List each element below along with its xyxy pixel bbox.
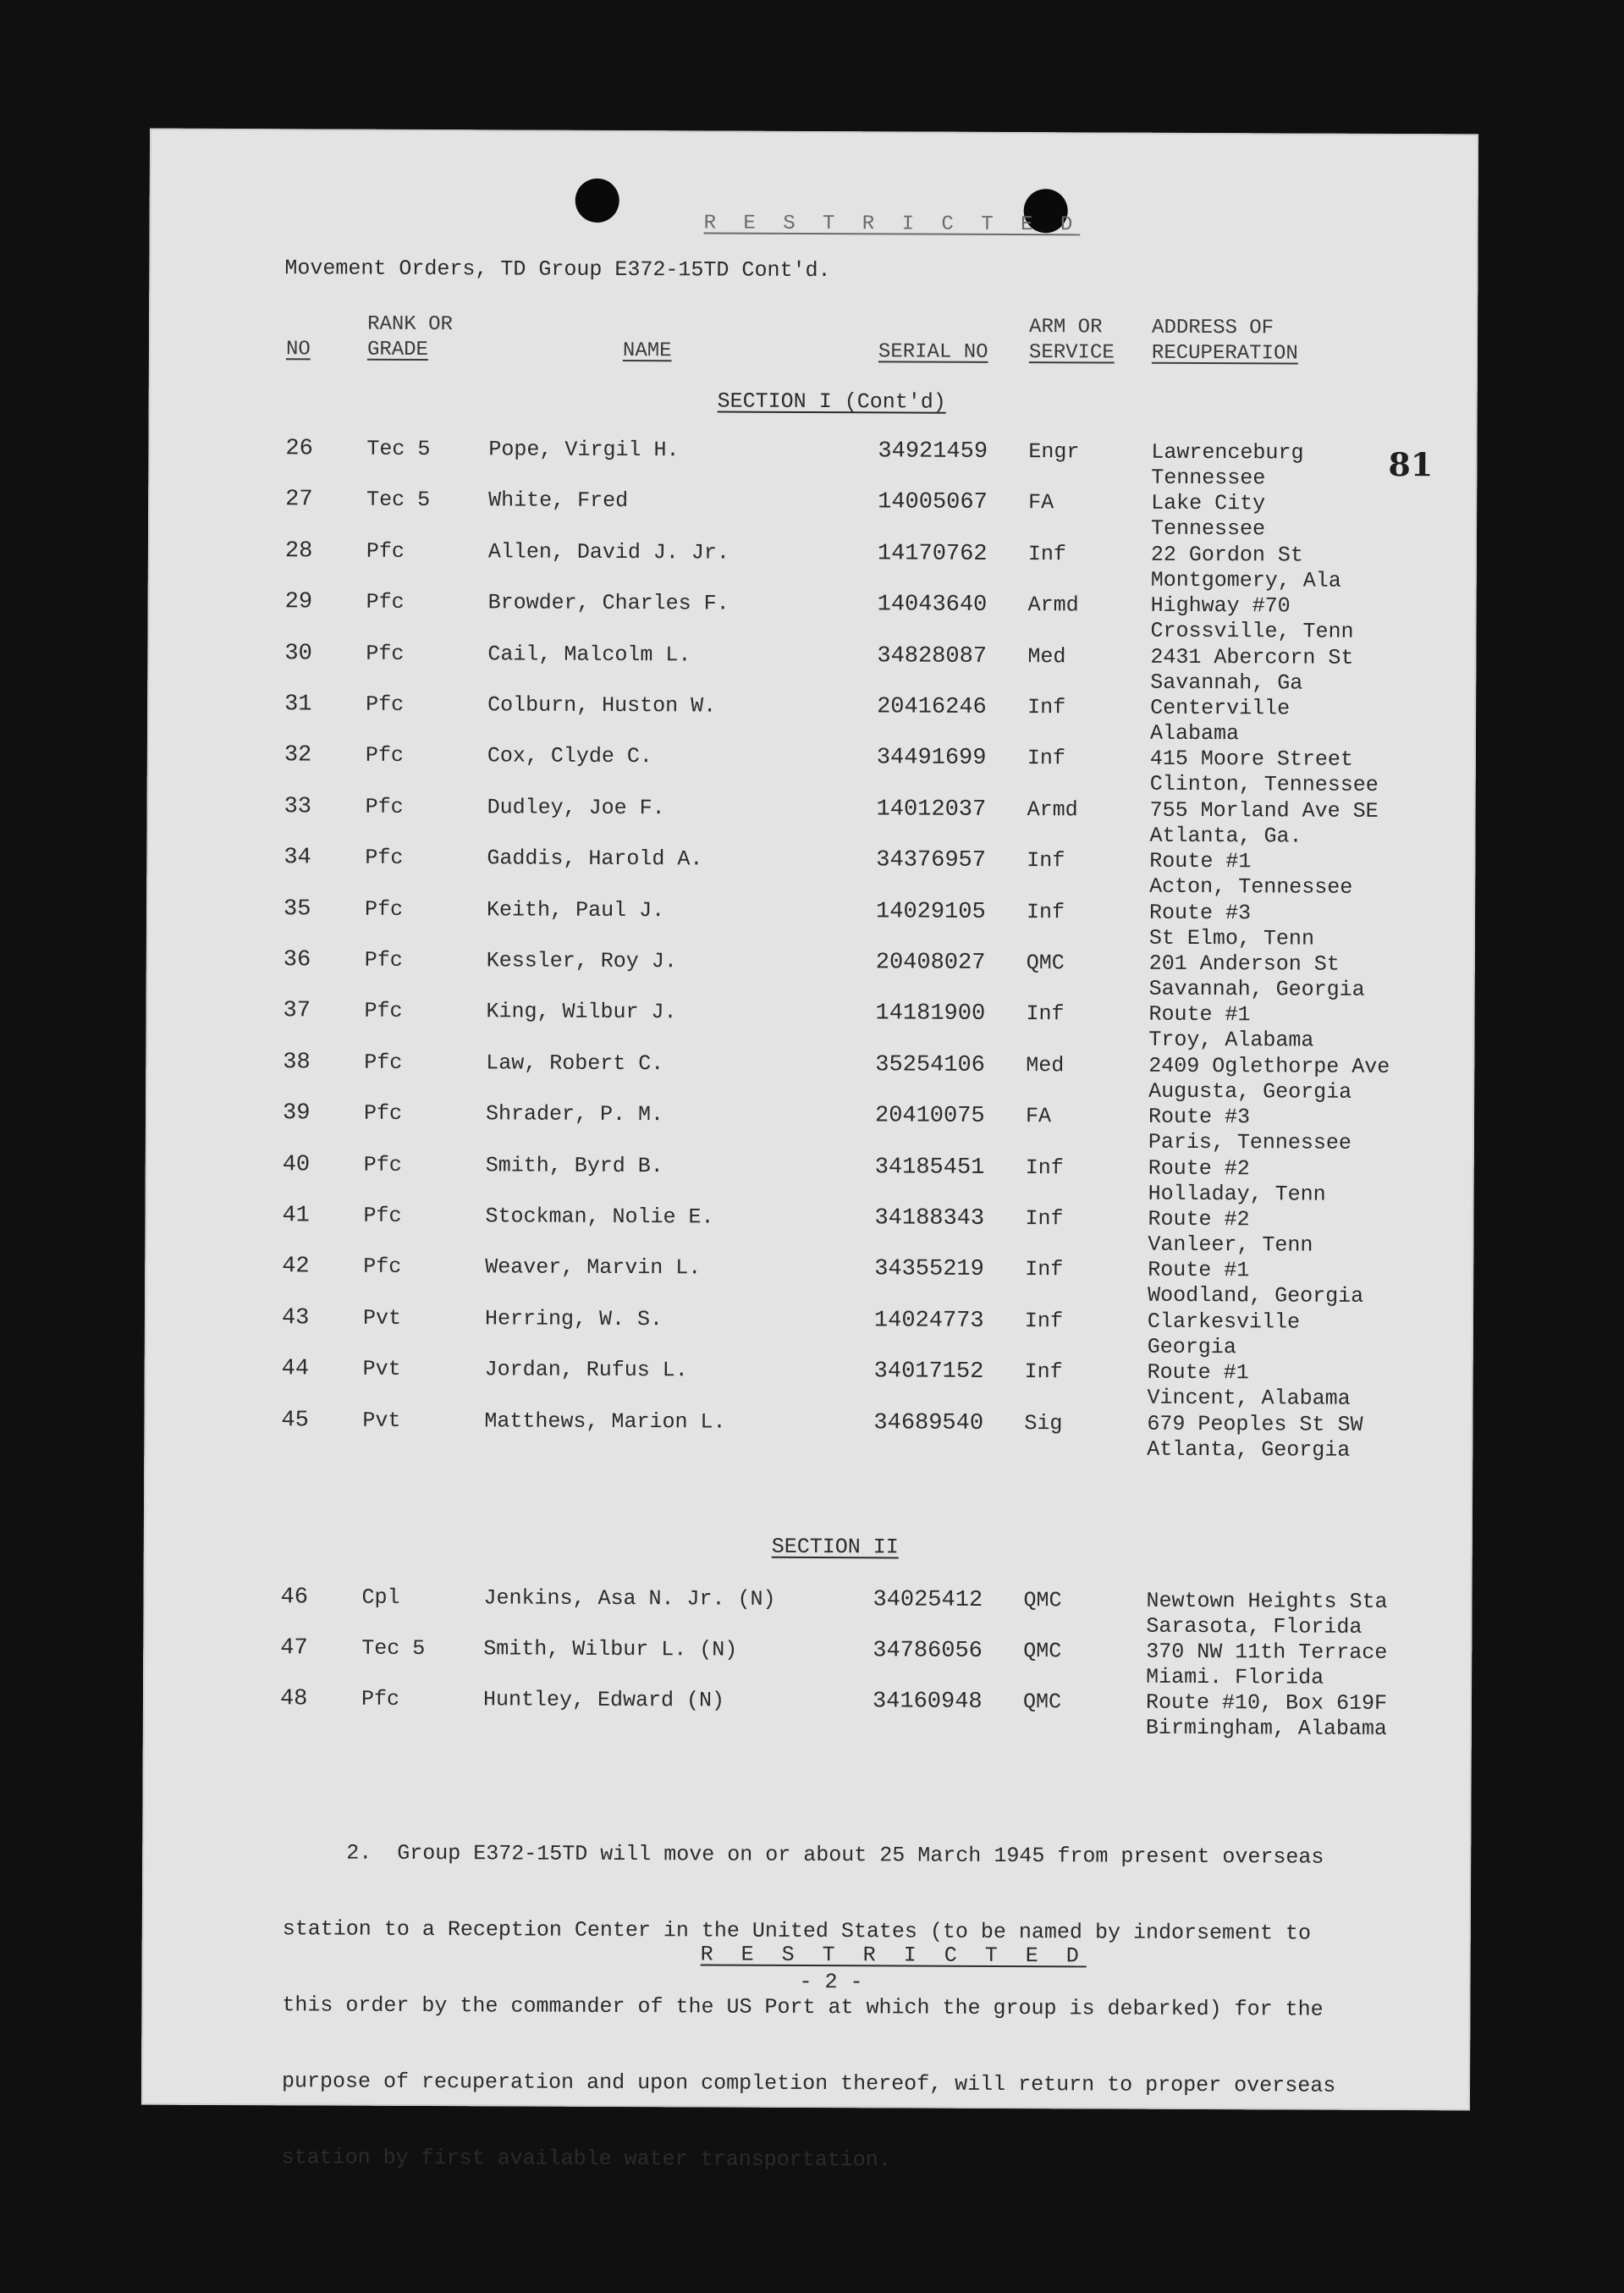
name-cell: Matthews, Marion L. (484, 1408, 726, 1435)
serial-number-cell: 34689540 (873, 1409, 984, 1436)
serial-number-cell: 34025412 (873, 1587, 983, 1613)
address-line: Tennessee (1151, 465, 1266, 491)
rank-cell: Pfc (363, 1100, 403, 1127)
page-stamp-number: 81 (1388, 444, 1434, 484)
row-number: 37 (283, 998, 311, 1024)
serial-number-cell: 34017152 (873, 1359, 984, 1386)
address-line: Clarkesville (1147, 1309, 1301, 1335)
address-line: Savannah, Ga (1150, 670, 1303, 696)
address-line: 679 Peoples St SW (1147, 1411, 1363, 1437)
row-number: 46 (280, 1585, 309, 1611)
name-cell: Jordan, Rufus L. (484, 1357, 688, 1383)
col-header-address-line2: RECUPERATION (1151, 341, 1298, 366)
name-cell: Dudley, Joe F. (487, 795, 665, 821)
table-row (146, 793, 1475, 852)
address-line: Holladay, Tenn (1148, 1181, 1326, 1207)
row-number: 47 (280, 1635, 308, 1662)
address-cell (1150, 644, 1353, 696)
serial-number-cell: 34376957 (876, 847, 987, 874)
row-number: 44 (281, 1356, 310, 1382)
serial-number-cell: 20410075 (874, 1103, 985, 1130)
rank-cell: Pfc (363, 1203, 402, 1228)
paragraph-line: this order by the commander of the US Port at which the group is debarked) for the (282, 1993, 1324, 2022)
paragraph-line: station to a Reception Center in the United States (to be named by indorsement to (282, 1916, 1312, 1946)
punch-hole (575, 179, 619, 223)
arm-service-cell: Inf (1025, 1257, 1064, 1282)
arm-service-cell: Armd (1027, 593, 1079, 618)
name-cell: Huntley, Edward (N) (482, 1687, 725, 1713)
address-line: Tennessee (1150, 516, 1266, 542)
arm-service-cell: Inf (1027, 899, 1065, 924)
address-line: Sarasota, Florida (1146, 1613, 1363, 1640)
col-header-arm-line1: ARM OR (1029, 316, 1103, 339)
address-cell (1150, 593, 1353, 645)
address-line: Route #1 (1148, 1002, 1251, 1028)
table-row (146, 896, 1475, 954)
arm-service-cell: Inf (1027, 848, 1065, 874)
serial-number-cell: 14043640 (877, 592, 988, 619)
arm-service-cell: Sig (1024, 1410, 1063, 1436)
serial-number-cell: 14005067 (878, 489, 988, 516)
address-line: 201 Anderson St (1148, 951, 1340, 977)
address-line: Woodland, Georgia (1148, 1283, 1364, 1309)
paragraph-2 (281, 1789, 1391, 2226)
name-cell: Weaver, Marvin L. (485, 1254, 702, 1281)
rank-cell: Pfc (364, 947, 403, 973)
arm-service-cell: QMC (1023, 1639, 1062, 1664)
rank-cell: Pfc (366, 641, 405, 666)
address-line: Vanleer, Tenn (1148, 1232, 1313, 1258)
row-number: 29 (284, 589, 313, 615)
address-cell (1147, 1411, 1363, 1463)
row-number: 31 (284, 692, 312, 718)
rank-cell: Pfc (365, 896, 404, 922)
name-cell: Herring, W. S. (484, 1306, 663, 1332)
name-cell: Pope, Virgil H. (488, 437, 680, 463)
arm-service-cell: FA (1025, 1104, 1052, 1129)
table-row (147, 640, 1476, 698)
name-cell: Cail, Malcolm L. (487, 641, 691, 667)
rank-cell: Pfc (366, 538, 405, 564)
address-line: 370 NW 11th Terrace (1146, 1639, 1388, 1665)
arm-service-cell: Med (1027, 643, 1066, 669)
address-line: Route #2 (1148, 1155, 1250, 1181)
table-row (146, 947, 1475, 1006)
address-line: Centerville (1150, 695, 1291, 721)
name-cell: Allen, David J. Jr. (487, 539, 730, 565)
table-row (147, 589, 1476, 648)
arm-service-cell: QMC (1023, 1588, 1062, 1613)
rank-cell: Cpl (361, 1585, 400, 1610)
row-number: 45 (281, 1407, 309, 1434)
reference-line: Movement Orders, TD Group E372-15TD Cont'd. (284, 256, 831, 284)
name-cell: Colburn, Huston W. (487, 692, 717, 719)
address-line: St Elmo, Tenn (1148, 925, 1315, 951)
address-line: Georgia (1147, 1334, 1236, 1359)
arm-service-cell: Inf (1026, 1001, 1065, 1027)
rank-cell: Pfc (365, 845, 404, 871)
row-number: 36 (283, 947, 311, 973)
address-line: Route #3 (1149, 900, 1252, 925)
serial-number-cell: 20408027 (875, 950, 986, 976)
address-cell (1146, 1640, 1387, 1691)
row-number: 43 (281, 1305, 310, 1331)
address-line: Route #1 (1149, 848, 1252, 874)
arm-service-cell: Inf (1025, 1206, 1064, 1232)
table-row (146, 845, 1475, 903)
serial-number-cell: 34160948 (872, 1689, 983, 1715)
address-line: 2431 Abercorn St (1150, 644, 1354, 670)
col-header-no: NO (285, 338, 311, 361)
rank-cell: Tec 5 (366, 436, 431, 462)
col-header-rank-line2: GRADE (366, 338, 429, 362)
address-line: Route #1 (1147, 1359, 1249, 1386)
rank-cell: Pfc (365, 794, 404, 819)
address-line: Route #2 (1148, 1206, 1250, 1232)
address-line: Troy, Alabama (1148, 1028, 1314, 1053)
name-cell: Cox, Clyde C. (487, 743, 652, 769)
address-line: Atlanta, Ga. (1149, 823, 1302, 849)
page-number: - 2 - (799, 1969, 863, 1995)
address-cell (1151, 440, 1303, 492)
table-row (145, 1304, 1473, 1363)
rank-cell: Pfc (365, 743, 404, 769)
serial-number-cell: 14170762 (877, 541, 988, 567)
row-number: 41 (282, 1203, 310, 1229)
col-header-arm-line2: SERVICE (1028, 341, 1115, 365)
serial-number-cell: 14181900 (875, 1000, 986, 1028)
address-line: 415 Moore Street (1149, 747, 1353, 773)
address-line: Route #1 (1148, 1258, 1250, 1283)
address-line: Montgomery, Ala (1150, 567, 1341, 593)
table-row (146, 1151, 1474, 1210)
row-number: 40 (282, 1151, 311, 1178)
address-cell (1146, 1690, 1387, 1742)
table-row (144, 1407, 1473, 1465)
serial-number-cell: 35254106 (875, 1052, 985, 1078)
row-number: 27 (285, 487, 313, 513)
row-number: 28 (284, 538, 313, 565)
rank-cell: Pvt (362, 1305, 402, 1331)
arm-service-cell: QMC (1022, 1689, 1062, 1715)
serial-number-cell: 34355219 (874, 1256, 984, 1283)
row-number: 48 (279, 1686, 308, 1712)
table-row (147, 692, 1476, 750)
address-cell (1149, 900, 1314, 951)
address-line: Savannah, Georgia (1148, 976, 1365, 1002)
row-number: 34 (284, 845, 311, 871)
bottom-restricted-marking: R E S T R I C T E D (700, 1942, 1087, 1969)
table-row (146, 998, 1474, 1056)
table-row (148, 487, 1477, 545)
row-number: 33 (284, 794, 312, 820)
address-cell (1148, 1360, 1351, 1412)
address-line: Route #3 (1148, 1104, 1251, 1130)
address-line: Vincent, Alabama (1147, 1385, 1351, 1411)
address-line: Crossville, Tenn (1150, 618, 1354, 644)
address-line: Lake City (1151, 491, 1266, 516)
rank-cell: Pvt (362, 1356, 401, 1382)
top-restricted-marking: R E S T R I C T E D (703, 212, 1081, 237)
address-line: Lawrenceburg (1151, 439, 1304, 466)
rank-cell: Pfc (361, 1686, 400, 1711)
name-cell: Browder, Charles F. (487, 590, 729, 616)
name-cell: Smith, Wilbur L. (N) (483, 1636, 738, 1662)
name-cell: Law, Robert C. (486, 1050, 664, 1077)
serial-number-cell: 14012037 (876, 796, 987, 823)
rank-cell: Tec 5 (361, 1635, 426, 1662)
rank-cell: Pfc (363, 1254, 402, 1280)
serial-number-cell: 14029105 (876, 898, 986, 925)
table-row (148, 537, 1477, 596)
section-1-title: SECTION I (Cont'd) (717, 389, 946, 415)
address-cell (1148, 1207, 1313, 1259)
address-cell (1148, 1258, 1363, 1309)
address-cell (1151, 491, 1265, 543)
arm-service-cell: Inf (1025, 1155, 1064, 1180)
table-row (145, 1356, 1473, 1414)
serial-number-cell: 34828087 (877, 642, 988, 670)
rank-cell: Pfc (363, 1152, 402, 1177)
address-line: Alabama (1149, 720, 1240, 747)
serial-number-cell: 34491699 (876, 745, 987, 772)
paragraph-line: purpose of recuperation and upon completion thereof, will return to proper overseas (281, 2069, 1336, 2098)
name-cell: Gaddis, Harold A. (487, 846, 703, 872)
arm-service-cell: Inf (1027, 541, 1066, 567)
table-row (146, 1100, 1474, 1159)
table-row (143, 1585, 1472, 1643)
rank-cell: Tec 5 (366, 488, 431, 513)
address-line: Atlanta, Georgia (1147, 1436, 1351, 1463)
table-row (147, 742, 1476, 801)
col-header-serial: SERIAL NO (878, 340, 988, 364)
address-cell (1148, 1309, 1300, 1361)
table-row (143, 1635, 1472, 1694)
serial-number-cell: 14024773 (873, 1308, 984, 1334)
row-number: 30 (284, 640, 312, 667)
col-header-address-line1: ADDRESS OF (1152, 316, 1274, 340)
address-line: Route #10, Box 619F (1145, 1689, 1388, 1716)
address-cell (1150, 747, 1379, 798)
paragraph-line: station by first available water transportation. (281, 2145, 891, 2173)
address-line: 22 Gordon St (1150, 542, 1304, 568)
arm-service-cell: Engr (1028, 439, 1080, 465)
document-page (141, 129, 1478, 2173)
arm-service-cell: QMC (1026, 951, 1065, 976)
address-line: Paris, Tennessee (1148, 1129, 1351, 1155)
serial-number-cell: 34185451 (874, 1154, 985, 1181)
arm-service-cell: FA (1028, 490, 1054, 515)
row-number: 35 (284, 896, 311, 923)
address-line: Miami. Florida (1146, 1664, 1324, 1690)
row-number: 38 (283, 1050, 311, 1076)
name-cell: Stockman, Nolie E. (485, 1204, 714, 1230)
address-cell (1149, 798, 1378, 850)
arm-service-cell: Inf (1024, 1308, 1064, 1334)
rank-cell: Pfc (364, 999, 403, 1024)
arm-service-cell: Med (1026, 1052, 1065, 1078)
address-cell (1149, 849, 1352, 901)
col-header-rank-line1: RANK OR (367, 312, 453, 337)
name-cell: Jenkins, Asa N. Jr. (N) (483, 1585, 776, 1612)
table-row (146, 1049, 1474, 1107)
address-line: Birmingham, Alabama (1145, 1715, 1387, 1741)
serial-number-cell: 34786056 (873, 1638, 983, 1664)
table-row (145, 1203, 1473, 1261)
row-number: 32 (284, 742, 312, 769)
name-cell: King, Wilbur J. (486, 999, 677, 1025)
rank-cell: Pfc (366, 692, 405, 717)
rank-cell: Pfc (364, 1050, 403, 1075)
address-line: Clinton, Tennessee (1149, 772, 1379, 798)
address-line: 2409 Oglethorpe Ave (1148, 1053, 1390, 1079)
serial-number-cell: 34188343 (874, 1205, 985, 1232)
paragraph-line: 2. Group E372-15TD will move on or about 25 March 1945 from present overseas (283, 1840, 1324, 1870)
arm-service-cell: Inf (1027, 746, 1065, 771)
section-2-title: SECTION II (771, 1534, 899, 1560)
arm-service-cell: Armd (1027, 796, 1078, 823)
address-cell (1149, 951, 1365, 1003)
serial-number-cell: 34921459 (878, 438, 988, 465)
name-cell: Keith, Paul J. (487, 896, 665, 923)
row-number: 42 (282, 1254, 310, 1280)
address-cell (1146, 1589, 1387, 1640)
address-line: Highway #70 (1150, 593, 1291, 619)
row-number: 39 (282, 1100, 311, 1127)
arm-service-cell: Inf (1027, 695, 1066, 720)
serial-number-cell: 20416246 (877, 694, 987, 720)
table-row (145, 1254, 1473, 1312)
address-cell (1148, 1054, 1390, 1105)
address-cell (1151, 543, 1341, 594)
address-line: Augusta, Georgia (1148, 1078, 1352, 1105)
address-line: Acton, Tennessee (1149, 874, 1353, 900)
address-line: 755 Morland Ave SE (1149, 797, 1379, 824)
address-line: Newtown Heights Sta (1146, 1588, 1388, 1614)
name-cell: White, Fred (488, 488, 629, 514)
rank-cell: Pvt (362, 1408, 401, 1433)
address-cell (1148, 1002, 1313, 1054)
name-cell: Shrader, P. M. (485, 1101, 664, 1127)
arm-service-cell: Inf (1024, 1359, 1063, 1385)
table-row (143, 1686, 1472, 1745)
name-cell: Smith, Byrd B. (485, 1152, 663, 1178)
row-number: 26 (285, 436, 313, 462)
col-header-name: NAME (622, 339, 672, 363)
name-cell: Kessler, Roy J. (486, 948, 677, 974)
address-cell (1148, 1155, 1326, 1207)
rank-cell: Pfc (366, 589, 405, 615)
address-cell (1148, 1105, 1351, 1156)
table-row (148, 436, 1477, 494)
address-cell (1150, 696, 1290, 747)
